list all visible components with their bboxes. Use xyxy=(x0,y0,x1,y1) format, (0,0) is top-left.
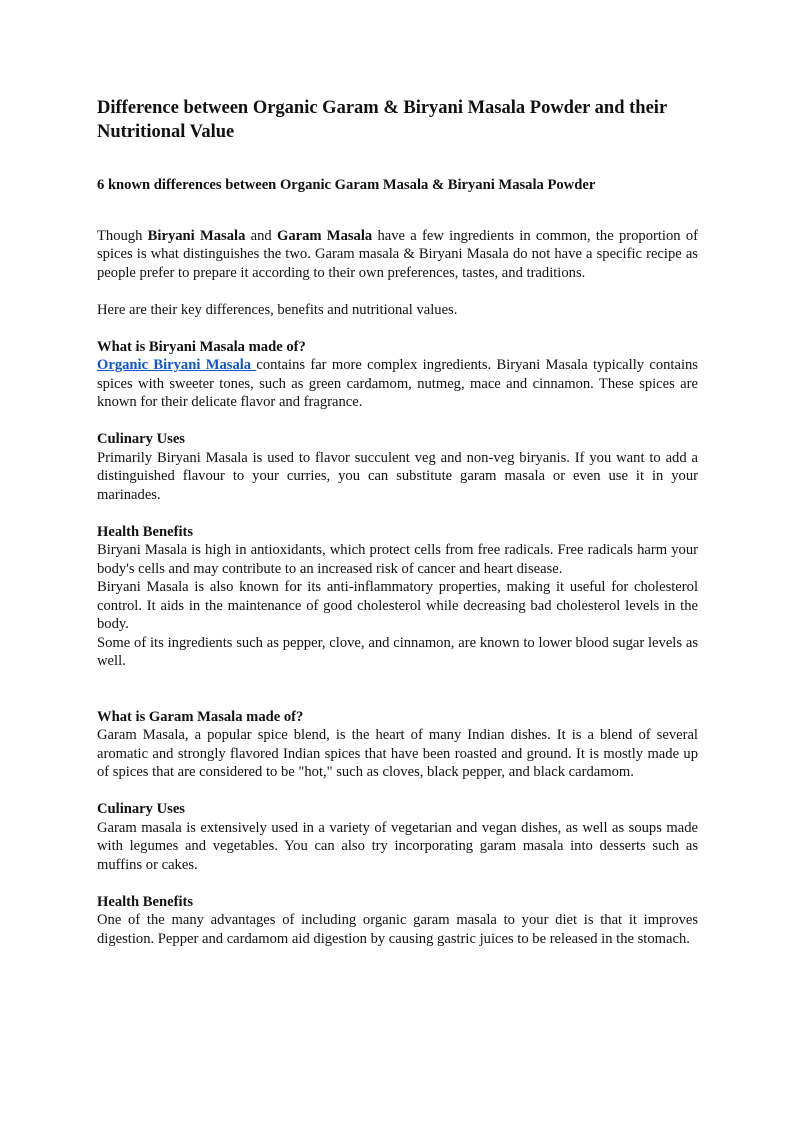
biryani-made-of-heading: What is Biryani Masala made of? xyxy=(97,338,306,355)
garam-made-of-heading: What is Garam Masala made of? xyxy=(97,708,304,725)
biryani-made-of-text: contains far more complex ingredients. Biryani Masala typically contains spices with sweeter tones, such as green cardamom, nutmeg, mace and cinnamon. These spices are known for their delicate flavor and fragrance. xyxy=(97,357,698,410)
page-title: Difference between Organic Garam & Biryani Masala Powder and their Nutritional Value xyxy=(97,98,667,142)
garam-health-heading: Health Benefits xyxy=(97,893,194,910)
garam-made-of-text: Garam Masala, a popular spice blend, is the heart of many Indian dishes. It is a blend of several aromatic and strongly flavored Indian spices that have been roasted and ground. It is mostly made up of spices that are considered to be "hot," such as cloves, black pepper, and black cardamom. xyxy=(97,727,698,780)
garam-health-text-1: One of the many advantages of including organic garam masala to your diet is that it improves digestion. Pepper and cardamom aid digestion by causing gastric juices to be released in the stomach. xyxy=(97,912,698,947)
document-page xyxy=(97,96,698,948)
biryani-health-heading: Health Benefits xyxy=(97,523,194,540)
page-subtitle: 6 known differences between Organic Garam Masala & Biryani Masala Powder xyxy=(97,177,596,193)
biryani-made-of-paragraph xyxy=(97,356,698,412)
intro-text-c: and xyxy=(245,227,277,244)
intro-text-a: Though xyxy=(97,227,148,244)
biryani-health-text-1: Biryani Masala is high in antioxidants, which protect cells from free radicals. Free radicals harm your body's cells and may contribute to an increased risk of cancer and heart disease. xyxy=(97,542,698,577)
intro-bold-garam: Garam Masala xyxy=(276,227,373,244)
organic-biryani-masala-link[interactable]: Organic Biryani Masala xyxy=(97,357,257,373)
intro-bold-biryani: Biryani Masala xyxy=(147,227,246,244)
biryani-culinary-text: Primarily Biryani Masala is used to flavor succulent veg and non-veg biryanis. If you want to add a distinguished flavour to your curries, you can substitute garam masala or even use it in your marinades. xyxy=(97,449,698,503)
intro-paragraph xyxy=(97,227,698,283)
garam-culinary-text: Garam masala is extensively used in a variety of vegetarian and vegan dishes, as well as soups made with legumes and vegetables. You can also try incorporating garam masala into desserts such as muffins or cakes. xyxy=(97,819,698,873)
intro-paragraph-2: Here are their key differences, benefits and nutritional values. xyxy=(97,301,458,318)
biryani-health-text-3: Some of its ingredients such as pepper, clove, and cinnamon, are known to lower blood sugar levels as well. xyxy=(97,634,698,669)
biryani-health-text-2: Biryani Masala is also known for its anti-inflammatory properties, making it useful for cholesterol control. It aids in the maintenance of good cholesterol while decreasing bad cholesterol levels in the body. xyxy=(97,579,698,632)
garam-culinary-heading: Culinary Uses xyxy=(97,801,185,817)
biryani-culinary-heading: Culinary Uses xyxy=(97,431,185,447)
intro-text-d: have a few ingredients in common, the proportion of spices is what distinguishes the two. Garam masala & Biryani Masala do not have a specific recipe as people prefer to prepare it according to their own preferences, tastes, and traditions. xyxy=(97,227,698,281)
